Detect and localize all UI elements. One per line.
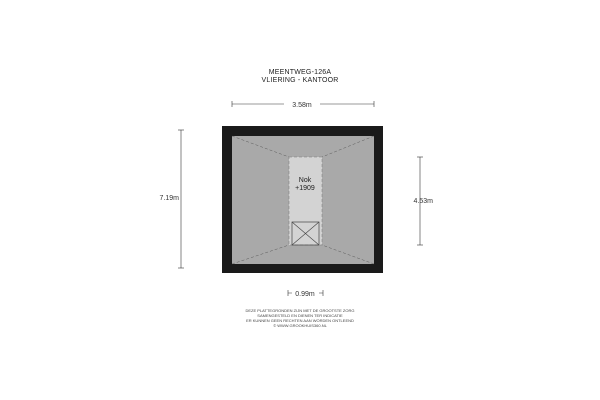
bottom-dimension-label: 0.99m xyxy=(295,291,315,298)
disclaimer xyxy=(0,308,600,328)
top-dimension xyxy=(232,99,374,109)
plan-title: MEENTWEG-126A xyxy=(268,69,332,76)
right-dimension xyxy=(414,157,434,245)
left-dimension-label: 7.19m xyxy=(159,195,179,202)
bottom-dimension xyxy=(288,288,323,298)
ridge-area xyxy=(289,157,322,245)
room-label: Nok xyxy=(298,177,312,184)
plan-subtitle: VLIERING - KANTOOR xyxy=(261,77,339,84)
top-dimension-label: 3.58m xyxy=(292,102,312,109)
room-height-label: +1909 xyxy=(295,185,315,192)
left-dimension xyxy=(160,130,184,268)
disclaimer-line: ER KUNNEN GEEN RECHTEN AAN WORDEN ONTLEEND xyxy=(246,318,354,323)
disclaimer-line: DEZE PLATTEGRONDEN ZIJN MET DE GROOTSTE ZORG xyxy=(245,308,355,313)
right-dimension-label: 4.53m xyxy=(413,198,433,205)
disclaimer-line: © WWW.GROOKHUIS360.NL xyxy=(273,323,327,328)
disclaimer-line: SAMENGESTELD EN DIENEN TER INDICATIE xyxy=(257,313,343,318)
